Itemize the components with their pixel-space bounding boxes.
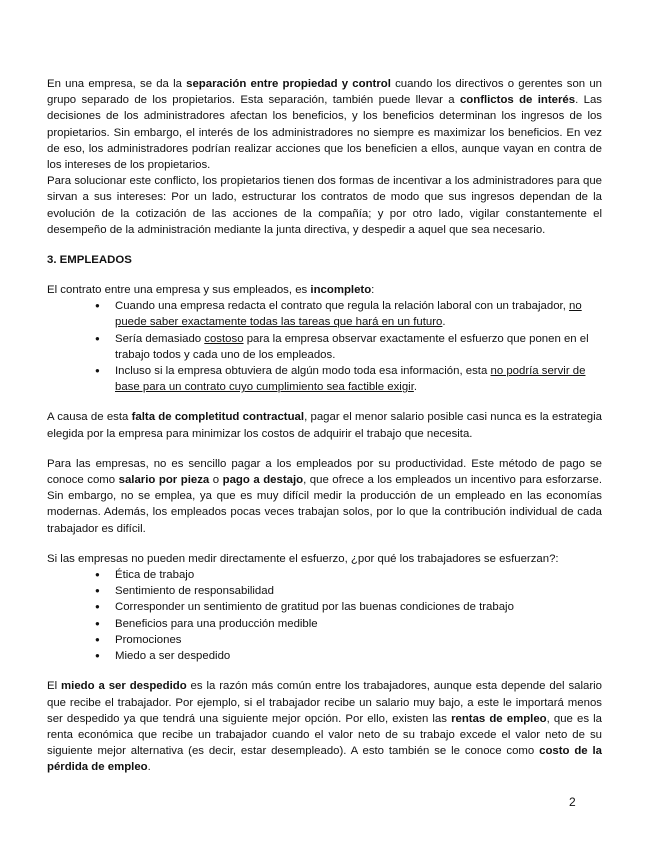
document-page <box>47 76 602 776</box>
list-item: ● Incluso si la empresa obtuviera de algún modo toda esa información, esta no podría servir de base para un contrato cuyo cumplimiento sea factible exigir. <box>115 363 602 395</box>
intro-paragraph-1: En una empresa, se da la separación entre propiedad y control cuando los directivos o gerentes son un grupo separado de los propietarios. Esta separación, también puede llevar a conflictos de interés. Las decisiones de los administradores afectan los beneficios, y los beneficios determinan los ingresos de los propietarios. Sin embargo, el interés de los administradores no siempre es maximizar los beneficios. En vez de eso, los administradores podrían realizar acciones que los beneficien a ellos, aunque vayan en contra de los intereses de los propietarios. <box>47 78 602 172</box>
bold-term: separación entre propiedad y control <box>186 78 391 90</box>
underlined-text: costoso <box>204 332 244 345</box>
page-number: 2 <box>569 795 576 809</box>
miedo-paragraph: El miedo a ser despedido es la razón más común entre los trabajadores, aunque esta depende del salario que recibe el trabajador. Por ejemplo, si el trabajador recibe un salario muy bajo, a este le importará menos ser despedido ya que tendrá una siguiente mejor opción. Por ello, existen las rentas de empleo, que es la renta económica que recibe un trabajador cuando el valor neto de su trabajo excede el valor neto de su siguiente mejor alternativa (es decir, estar desempleado). A esto también se le conoce como costo de la pérdida de empleo. <box>47 680 603 774</box>
list-item: ● Sería demasiado costoso para la empresa observar exactamente el esfuerzo que ponen en el trabajo todos y cada uno de los empleados. <box>115 331 602 363</box>
esfuerzo-list <box>47 567 602 664</box>
intro-paragraph-2: Para solucionar este conflicto, los propietarios tienen dos formas de incentivar a los administradores para que sirvan a sus intereses: Por un lado, estructurar los contratos de modo que sus ingresos dependan de la evolución de la cotización de las acciones de la compañía; y por otro lado, vigilar constantemente el desempeño de la administración mediante la junta directiva, y despedir a aquel que sea necesario. <box>47 175 602 236</box>
bold-term: salario por pieza <box>118 474 210 487</box>
esfuerzo-question: Si las empresas no pueden medir directamente el esfuerzo, ¿por qué los trabajadores se esfuerzan?: <box>47 552 559 565</box>
pieza-paragraph: Para las empresas, no es sencillo pagar a los empleados por su productividad. Este método de pago se conoce como salario por pieza o pago a destajo, que ofrece a los empleados un incentivo para esforzarse. Sin embargo, no se emplea, ya que es muy difícil medir la producción de un empleado en las economías modernas. Además, los empleados pocas veces trabajan solos, por lo que la contribución individual de cada trabajador es difícil. <box>47 457 602 535</box>
section-heading: 3. EMPLEADOS <box>47 254 132 267</box>
list-item: ● Beneficios para una producción medible <box>115 616 602 632</box>
bold-term: rentas de empleo <box>451 712 547 725</box>
list-item: ● Miedo a ser despedido <box>115 648 602 664</box>
list-item: ● Promociones <box>115 632 602 648</box>
underlined-text: no puede saber exactamente todas las tareas que hará en un futuro <box>115 300 582 329</box>
list-item: ● Corresponder un sentimiento de gratitud por las buenas condiciones de trabajo <box>115 599 602 615</box>
bold-term: costo de la pérdida de empleo <box>47 745 602 774</box>
underlined-text: no podría servir de base para un contrato cuyo cumplimiento sea factible exigir <box>115 365 586 394</box>
bold-term: falta de completitud contractual <box>131 411 305 424</box>
list-item: ● Sentimiento de responsabilidad <box>115 583 602 599</box>
list-item: ● Ética de trabajo <box>115 567 602 583</box>
bold-term: pago a destajo <box>222 474 304 487</box>
bold-term: miedo a ser despedido <box>61 680 187 693</box>
contract-paragraph: El contrato entre una empresa y sus empleados, es incompleto: <box>47 284 375 297</box>
bold-term: conflictos de interés <box>459 94 576 107</box>
bold-term: incompleto <box>310 284 372 297</box>
contract-list <box>47 298 602 395</box>
list-item: ● Cuando una empresa redacta el contrato que regula la relación laboral con un trabajador, no puede saber exactamente todas las tareas que hará en un futuro. <box>115 298 602 330</box>
completitud-paragraph: A causa de esta falta de completitud contractual, pagar el menor salario posible casi nunca es la estrategia elegida por la empresa para minimizar los costos de adquirir el trabajo que necesita. <box>47 411 602 440</box>
